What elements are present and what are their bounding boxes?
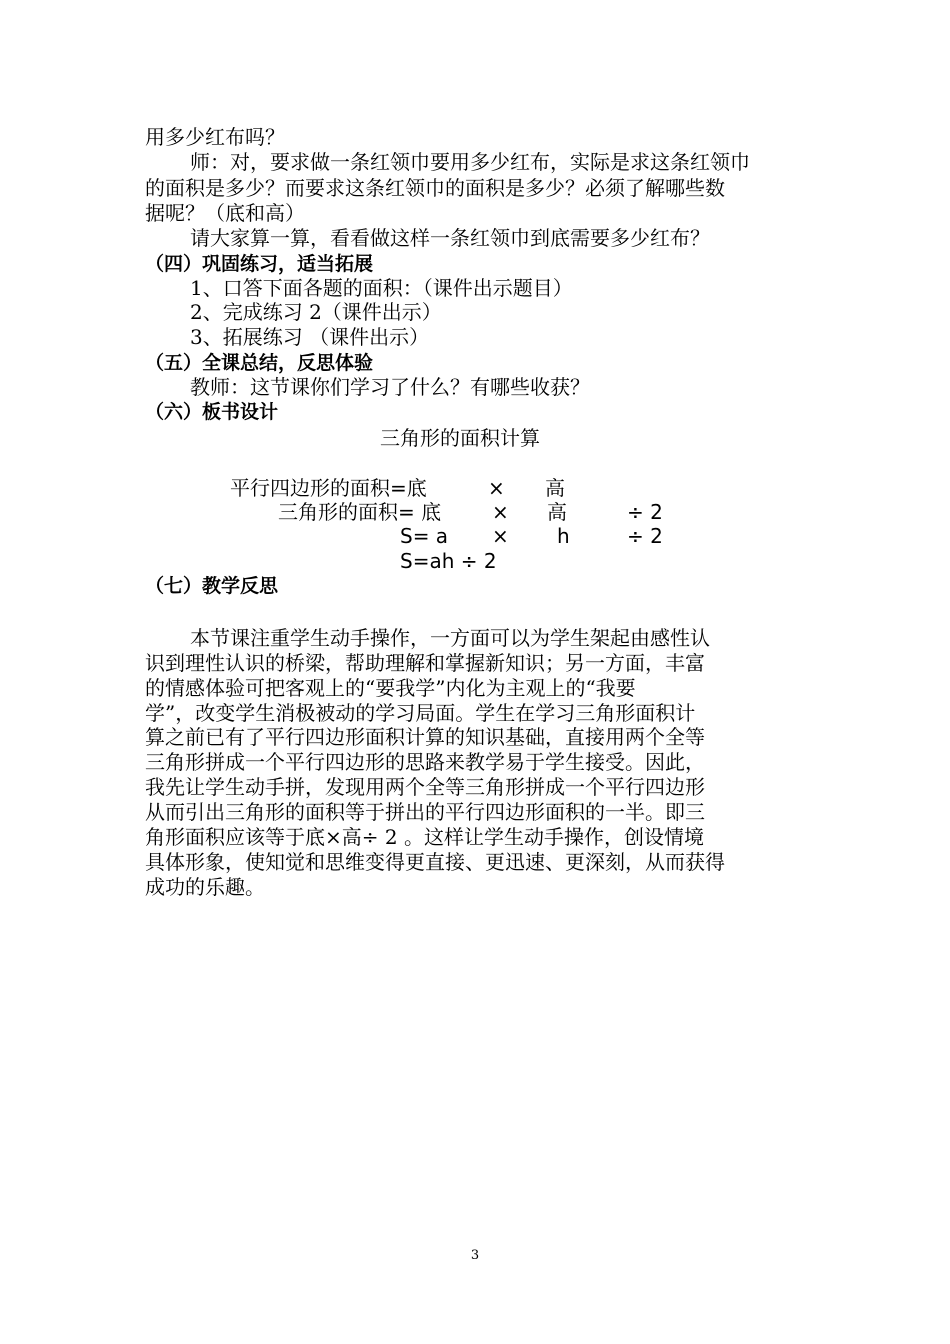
section-heading: （六）板书设计	[145, 401, 279, 423]
text-line: 的面积是多少？而要求这条红领巾的面积是多少？必须了解哪些数	[145, 176, 725, 200]
board-row-label: S= a	[400, 524, 449, 548]
board-height: 高	[547, 500, 567, 524]
paragraph-line: 识到理性认识的桥梁，帮助理解和掌握新知识；另一方面，丰富	[145, 651, 705, 675]
board-height: 高	[545, 476, 565, 500]
text-line: 教师：这节课你们学习了什么？有哪些收获？	[190, 375, 590, 399]
times-symbol: ×	[492, 500, 509, 524]
paragraph-line: 的情感体验可把客观上的“要我学”内化为主观上的“我要	[145, 676, 636, 700]
text-line: 据呢？（底和高）	[145, 201, 305, 225]
paragraph-line: 我先让学生动手拼，发现用两个全等三角形拼成一个平行四边形	[145, 775, 705, 799]
board-height: h	[557, 524, 570, 548]
section-heading: （四）巩固练习，适当拓展	[145, 253, 374, 275]
section-heading: （五）全课总结，反思体验	[145, 352, 374, 374]
paragraph-line: 学”，改变学生消极被动的学习局面。学生在学习三角形面积计	[145, 701, 696, 725]
paragraph-line: 三角形拼成一个平行四边形的思路来教学易于学生接受。因此，	[145, 750, 705, 774]
text-line: 用多少红布吗？	[145, 125, 285, 149]
list-item: 1、口答下面各题的面积：（课件出示题目）	[190, 276, 573, 300]
list-item: 3、拓展练习 （课件出示）	[190, 325, 430, 349]
paragraph-line: 成功的乐趣。	[145, 875, 265, 899]
paragraph-line: 本节课注重学生动手操作，一方面可以为学生架起由感性认	[190, 626, 710, 650]
page-number: 3	[470, 1248, 480, 1263]
divide-term: ÷ 2	[627, 524, 663, 548]
board-title: 三角形的面积计算	[380, 426, 540, 450]
board-row-label: S=ah ÷ 2	[400, 549, 497, 573]
times-symbol: ×	[492, 524, 509, 548]
section-heading: （七）教学反思	[145, 575, 279, 597]
times-symbol: ×	[488, 476, 505, 500]
paragraph-line: 算之前已有了平行四边形面积计算的知识基础，直接用两个全等	[145, 725, 705, 749]
board-row-label: 三角形的面积= 底	[278, 500, 442, 524]
divide-term: ÷ 2	[627, 500, 663, 524]
text-line: 请大家算一算，看看做这样一条红领巾到底需要多少红布？	[190, 226, 710, 250]
paragraph-line: 具体形象，使知觉和思维变得更直接、更迅速、更深刻，从而获得	[145, 850, 725, 874]
paragraph-line: 角形面积应该等于底×高÷ 2 。这样让学生动手操作，创设情境	[145, 825, 704, 849]
board-row-label: 平行四边形的面积=底	[230, 476, 427, 500]
list-item: 2、完成练习 2（课件出示）	[190, 300, 442, 324]
paragraph-line: 从而引出三角形的面积等于拼出的平行四边形面积的一半。即三	[145, 800, 705, 824]
text-line: 师：对，要求做一条红领巾要用多少红布，实际是求这条红领巾	[190, 150, 750, 174]
